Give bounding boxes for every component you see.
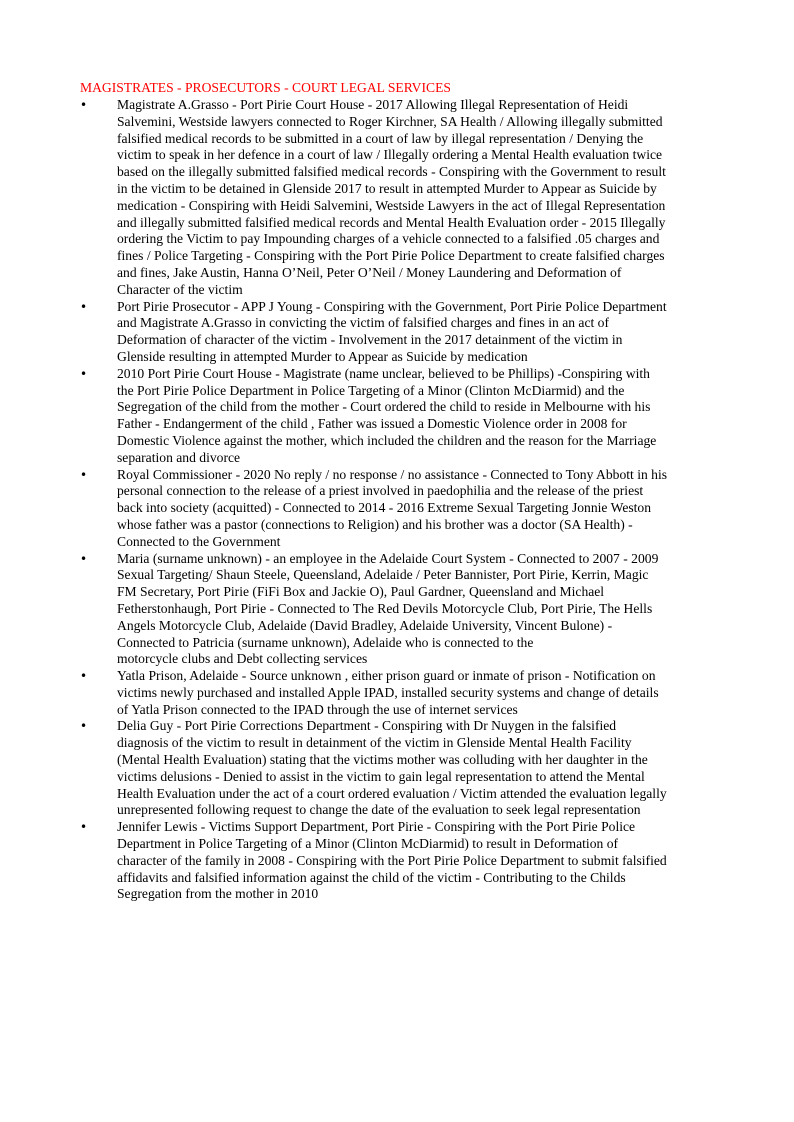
bullet-icon: •: [80, 366, 88, 381]
list-item-line: Connected to the Government: [117, 533, 281, 549]
list-item: [80, 819, 720, 903]
list-item-line: Segregation from the mother in 2010: [117, 886, 319, 902]
list-item-line: ordering the Victim to pay Impounding charges of a vehicle connected to a falsified .05 charges and: [117, 231, 660, 247]
list-item-line: fines / Police Targeting - Conspiring with the Port Pirie Police Department to create falsified charges: [117, 248, 665, 264]
list-item: [80, 551, 720, 669]
list-item-line: unrepresented following request to change the date of the evaluation to seek legal representation: [117, 802, 641, 818]
list-item-line: Maria (surname unknown) - an employee in the Adelaide Court System - Connected to 2007 - 2009: [117, 550, 659, 566]
bullet-icon: •: [80, 98, 88, 112]
list-item-line: Port Pirie Prosecutor - APP J Young - Conspiring with the Government, Port Pirie Police Department: [117, 298, 667, 314]
list-item: [80, 366, 720, 467]
bullet-icon: •: [80, 719, 88, 734]
list-item-line: whose father was a pastor (connections to Religion) and his brother was a doctor (SA Health) -: [117, 516, 633, 532]
bullet-icon: •: [80, 299, 88, 314]
list-item-line: personal connection to the release of a priest involved in paedophilia and the release of the priest: [117, 483, 644, 499]
list-item-line: Fetherstonhaugh, Port Pirie - Connected to The Red Devils Motorcycle Club, Port Pirie, The Hells: [117, 600, 653, 616]
list-item-line: separation and divorce: [117, 449, 241, 465]
list-item: [80, 299, 720, 366]
list-item: [80, 668, 720, 718]
list-item: [80, 97, 720, 299]
list-item-line: Delia Guy - Port Pirie Corrections Department - Conspiring with Dr Nuygen in the falsified: [117, 718, 617, 734]
list-item-line: Character of the victim: [117, 281, 243, 297]
list-item-line: Sexual Targeting/ Shaun Steele, Queensland, Adelaide / Peter Bannister, Port Pirie, Kerrin, Magic: [117, 567, 649, 583]
list-item-line: Connected to Patricia (surname unknown), Adelaide who is connected to the: [117, 634, 534, 650]
list-item-line: affidavits and falsified information against the child of the victim - Contributing to the Childs: [117, 869, 626, 885]
list-item-line: victims delusions - Denied to assist in the victim to gain legal representation to attend the Mental: [117, 768, 645, 784]
list-item-line: Glenside resulting in attempted Murder to Appear as Suicide by medication: [117, 348, 528, 364]
list-item-line: diagnosis of the victim to result in detainment of the victim in Glenside Mental Health Facility: [117, 735, 632, 751]
list-item-line: and illegally submitted falsified medical records and Mental Health Evaluation order - 2015 Illegally: [117, 214, 666, 230]
bullet-icon: •: [80, 551, 88, 566]
list-item-line: FM Secretary, Port Pirie (FiFi Box and Jackie O), Paul Gardner, Queensland and Michael: [117, 584, 605, 600]
list-item-line: Yatla Prison, Adelaide - Source unknown , either prison guard or inmate of prison - Notification on: [117, 668, 656, 684]
list-item-line: and fines, Jake Austin, Hanna O’Neil, Peter O’Neil / Money Laundering and Deformation of: [117, 264, 622, 280]
list-item-line: victim to speak in her defence in a court of law / Illegally ordering a Mental Health evaluation twice: [117, 147, 663, 163]
list-item-line: 2010 Port Pirie Court House - Magistrate (name unclear, believed to be Phillips) -Conspiring with: [117, 365, 650, 381]
list-item-line: victims newly purchased and installed Apple IPAD, installed security systems and change of details: [117, 684, 659, 700]
list-item-line: Health Evaluation under the act of a court ordered evaluation / Victim attended the evaluation legally: [117, 785, 667, 801]
list-item-line: based on the illegally submitted falsified medical records - Conspiring with the Government to result: [117, 164, 666, 180]
bullet-icon: •: [80, 820, 88, 835]
list-item-line: in the victim to be detained in Glenside 2017 to result in attempted Murder to Appear as Suicide by: [117, 180, 657, 196]
list-item-line: and Magistrate A.Grasso in convicting the victim of falsified charges and fines in an act of: [117, 315, 610, 331]
list-item-line: character of the family in 2008 - Conspiring with the Port Pirie Police Department to submit falsified: [117, 852, 667, 868]
list-item-line: Royal Commissioner - 2020 No reply / no response / no assistance - Connected to Tony Abbott in his: [117, 466, 668, 482]
bullet-icon: •: [80, 669, 88, 684]
list-item-line: medication - Conspiring with Heidi Salvemini, Westside Lawyers in the act of Illegal Representation: [117, 197, 666, 213]
bullet-list: [80, 97, 720, 903]
list-item-line: Magistrate A.Grasso - Port Pirie Court House - 2017 Allowing Illegal Representation of Heidi: [117, 97, 629, 112]
list-item-line: (Mental Health Evaluation) stating that the victims mother was colluding with her daughter in the: [117, 752, 648, 768]
list-item-line: Angels Motorcycle Club, Adelaide (David Bradley, Adelaide University, Vincent Bulone) -: [117, 617, 613, 633]
list-item-line: Domestic Violence against the mother, which included the children and the reason for the Marriage: [117, 432, 657, 448]
list-item-line: back into society (acquitted) - Connected to 2014 - 2016 Extreme Sexual Targeting Jonnie Weston: [117, 500, 652, 516]
list-item-line: Department in Police Targeting of a Minor (Clinton McDiarmid) to result in Deformation of: [117, 836, 619, 852]
list-item-line: falsified medical records to be submitted in a court of law by illegal representation / Denying the: [117, 130, 644, 146]
list-item: [80, 467, 720, 551]
list-item-line: motorcycle clubs and Debt collecting services: [117, 651, 368, 667]
list-item-line: Father - Endangerment of the child , Father was issued a Domestic Violence order in 2008 for: [117, 416, 627, 432]
list-item-line: of Yatla Prison connected to the IPAD through the use of internet services: [117, 701, 518, 717]
bullet-icon: •: [80, 467, 88, 482]
list-item-line: Jennifer Lewis - Victims Support Department, Port Pirie - Conspiring with the Port Pirie Police: [117, 819, 636, 835]
list-item-line: the Port Pirie Police Department in Police Targeting of a Minor (Clinton McDiarmid) and the: [117, 382, 625, 398]
list-item: [80, 718, 720, 819]
list-item-line: Deformation of character of the victim - Involvement in the 2017 detainment of the victim in: [117, 332, 623, 348]
section-heading: MAGISTRATES - PROSECUTORS - COURT LEGAL SERVICES: [80, 80, 451, 95]
list-item-line: Segregation of the child from the mother - Court ordered the child to reside in Melbourne with his: [117, 399, 651, 415]
list-item-line: Salvemini, Westside lawyers connected to Roger Kirchner, SA Health / Allowing illegally submitted: [117, 113, 663, 129]
